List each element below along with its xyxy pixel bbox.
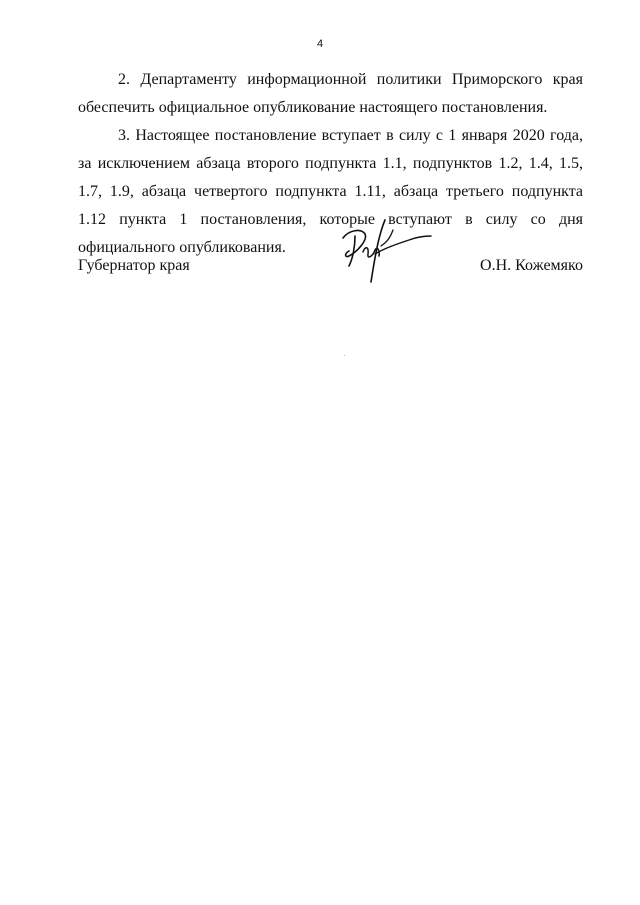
paragraph-3: 3. Настоящее постановление вступает в силу с 1 января 2020 года, за исключением абзаца второго подпункта 1.1, подпунктов 1.2, 1.4, 1.5, 1.7, 1.9, абзаца четвертого подпункта 1.11, абзаца третьего подпункта 1.12 пункта 1 постановления, которые вступают в силу со дня официального опубликования. bbox=[78, 127, 583, 256]
page-number: 4 bbox=[316, 38, 324, 50]
signatory-name: О.Н. Кожемяко bbox=[480, 257, 583, 274]
paragraph-2: 2. Департаменту информационной политики Приморского края обеспечить официальное опубликование настоящего постановления. bbox=[78, 71, 583, 116]
document-body bbox=[78, 66, 583, 262]
signatory-title: Губернатор края bbox=[78, 257, 190, 274]
scan-speck bbox=[344, 355, 345, 356]
signature-block bbox=[78, 254, 583, 278]
